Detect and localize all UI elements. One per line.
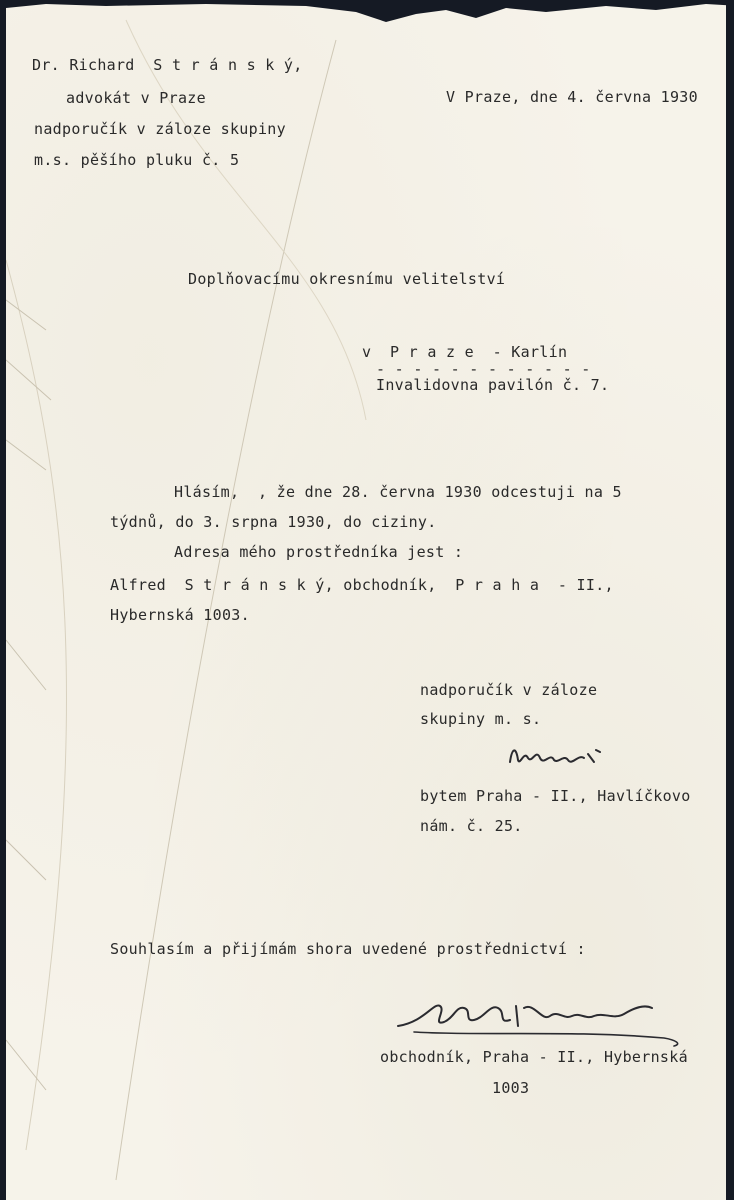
body-line-5: Hybernská 1003. — [110, 606, 250, 624]
recipient-office: Doplňovacímu okresnímu velitelství — [188, 270, 506, 288]
dateline: V Praze, dne 4. června 1930 — [446, 88, 698, 106]
closing-residence-line-2: nám. č. 25. — [420, 817, 523, 835]
body-line-1: Hlásím, , že dne 28. června 1930 odcestuji na 5 — [174, 483, 622, 501]
closing-rank-line-1: nadporučík v záloze — [420, 681, 598, 699]
letterhead-rank: nadporučík v záloze skupiny — [34, 120, 286, 138]
consent-statement: Souhlasím a přijímám shora uvedené prostřednictví : — [110, 940, 586, 958]
body-line-4: Alfred S t r á n s k ý, obchodník, P r a h a - II., — [110, 576, 614, 594]
consent-occupation: obchodník, Praha - II., Hybernská — [380, 1048, 688, 1066]
closing-residence-line-1: bytem Praha - II., Havlíčkovo — [420, 787, 691, 805]
recipient-city-underline: - - - - - - - - - - - - — [376, 360, 591, 378]
signature-alfred — [394, 992, 694, 1052]
body-line-2: týdnů, do 3. srpna 1930, do ciziny. — [110, 513, 437, 531]
recipient-address: Invalidovna pavilón č. 7. — [376, 376, 610, 394]
consent-number: 1003 — [492, 1079, 530, 1097]
letterhead-unit: m.s. pěšího pluku č. 5 — [34, 151, 240, 169]
letterhead-role: advokát v Praze — [66, 89, 206, 107]
recipient-city: v P r a z e - Karlín — [362, 343, 568, 361]
signature-richard — [506, 740, 606, 774]
body-line-3: Adresa mého prostředníka jest : — [174, 543, 464, 561]
closing-rank-line-2: skupiny m. s. — [420, 710, 542, 728]
letter-page — [6, 0, 726, 1200]
letterhead-name: Dr. Richard S t r á n s k ý, — [32, 56, 303, 74]
